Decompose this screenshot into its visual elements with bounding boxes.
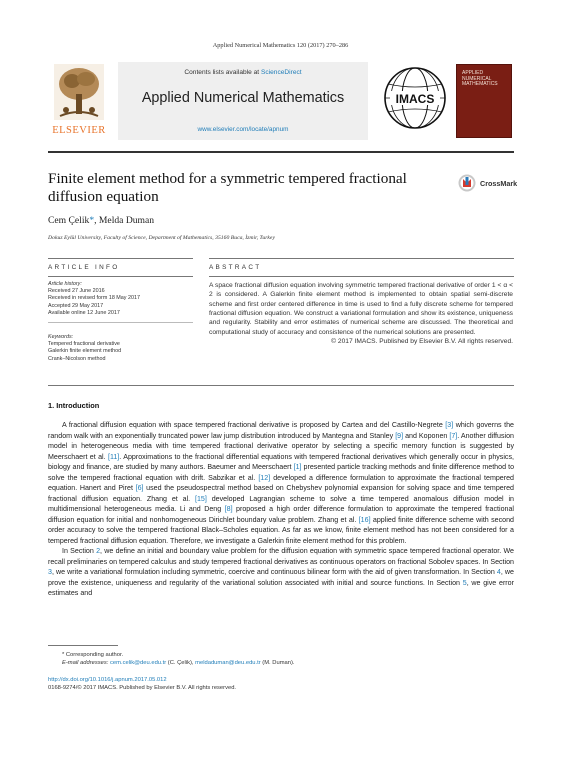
citation-link[interactable]: [12] [258,473,271,482]
author-list [48,215,154,226]
history-received: Received 27 June 2016 [48,288,105,295]
abstract-paragraph: A space fractional diffusion equation involving symmetric tempered fractional derivative of order 1 < α < 2 is considered. A Galerkin finite element method is implemented to obtain spatial semi-discrete scheme and first order centered difference in time is used to find a fully discrete scheme for tempered fractional diffusion equation. We construct a variational formulation and show its existence, uniqueness and regularity. Stability and error estimates of numerical scheme are discussed. The theoretical and computational study of accuracy and consistence of the numerical solutions are presented. [209,282,513,336]
elsevier-tree-icon [54,64,104,120]
section-link[interactable]: 5 [462,578,467,587]
footnote-divider [48,645,118,646]
keywords-label: Keywords: [48,334,74,340]
history-online: Available online 12 June 2017 [48,309,120,316]
author-name: Melda Duman [98,215,155,226]
email-link[interactable]: meldaduman@deu.edu.tr [195,660,261,666]
article-title-line2: diffusion equation [48,188,159,205]
history-label: Article history: [48,281,82,287]
imacs-logo-text: IMACS [395,92,435,106]
elsevier-logo[interactable] [48,64,110,136]
front-matter-divider [48,385,514,386]
article-title [48,170,448,206]
introduction-heading: 1. Introduction [48,401,100,410]
imacs-logo [382,64,448,136]
article-info-heading: ARTICLE INFO [48,264,120,271]
footnotes [48,651,514,692]
corresponding-author-mark[interactable]: * [89,215,95,226]
journal-banner [118,62,368,140]
citation-link[interactable]: [16] [358,515,371,524]
journal-url-link[interactable]: www.elsevier.com/locate/apnum [197,126,289,133]
crossmark-badge[interactable] [458,174,518,194]
corresponding-author-note: * Corresponding author. [62,652,124,658]
sciencedirect-link[interactable]: ScienceDirect [260,69,302,76]
citation-link[interactable]: [11] [107,452,120,461]
journal-cover-thumbnail[interactable] [456,64,512,138]
citation-link[interactable]: [6] [135,484,144,492]
history-accepted: Accepted 29 May 2017 [48,302,104,309]
keywords [48,334,188,363]
doi-link[interactable]: http://dx.doi.org/10.1016/j.apnum.2017.05.012 [48,677,167,683]
section-link[interactable]: 3 [48,568,52,576]
citation-link[interactable]: [1] [293,463,302,471]
citation-link[interactable]: [9] [395,431,404,440]
contents-prefix: Contents lists available at [184,69,261,76]
citation-link[interactable]: [15] [195,494,207,503]
cover-title: APPLIED NUMERICAL MATHEMATICS [462,70,498,87]
history-revised: Received in revised form 18 May 2017 [48,295,140,302]
contents-line [118,69,368,76]
author-separator: , [94,215,99,226]
article-title-line1: Finite element method for a symmetric tempered fractional [48,170,407,187]
header-divider [48,151,514,153]
keywords-divider [48,322,193,323]
article-history [48,281,188,317]
paragraph: In Section 2, we define an initial and boundary value problem for the diffusion equation with symmetric space tempered fractional operator. We recall preliminaries on tempered calculus and study tempered fractional derivatives as continuous operators on fractional Sobolev spaces. In Section 3, we write a variational formulation including symmetric, coercive and continuous bilinear form with the aid of given transformation. In Section 4, we prove the existence, uniqueness and regularity of the variational solution associated with initial and source functions. In Section 5, we give error estimates and [48,547,514,597]
crossmark-label: CrossMark [480,179,518,188]
abstract-divider [209,258,514,259]
citation-link[interactable]: [8] [224,505,233,513]
abstract-heading: ABSTRACT [209,264,262,271]
section-link[interactable]: 4 [496,568,501,576]
journal-reference: Applied Numerical Mathematics 120 (2017) 270–286 [212,42,349,49]
journal-header [48,62,514,146]
keyword: Crank–Nicolson method [48,355,106,362]
citation-link[interactable]: [3] [445,421,454,429]
abstract-underline [209,276,514,277]
email-link[interactable]: cem.celik@deu.edu.tr [110,660,167,666]
keyword: Galerkin finite element method [48,348,122,355]
elsevier-wordmark: ELSEVIER [52,125,106,136]
article-info-underline [48,276,193,277]
abstract-body [209,281,513,346]
affiliation: Dokuz Eylül University, Faculty of Science, Department of Mathematics, 35160 Buca, İzmir, Turkey [48,235,275,241]
keyword: Tempered fractional derivative [48,341,120,348]
article-info-divider [48,258,193,259]
crossmark-icon [458,174,476,192]
journal-title: Applied Numerical Mathematics [141,90,345,106]
email-note: E-mail addresses: cem.celik@deu.edu.tr (C. Çelik), meldaduman@deu.edu.tr (M. Duman). [62,660,295,666]
issn-line: 0168-9274/© 2017 IMACS. Published by Elsevier B.V. All rights reserved. [48,685,237,691]
citation-link[interactable]: [7] [449,431,458,440]
abstract-copyright: © 2017 IMACS. Published by Elsevier B.V. All rights reserved. [331,338,513,346]
author-name: Cem Çelik [48,215,90,226]
section-link[interactable]: 2 [96,547,101,555]
paragraph: A fractional diffusion equation with space tempered fractional derivative is proposed by Cartea and del Castillo-Negrete [3] which governs the random walk with an exponentially truncated power law jump distribution introduced by Mantegna and Stanley [9] and Koponen [7]. Another diffusion model in heterogeneous media with time tempered fractional derivative operator by selecting a specific memory function is suggested by Meerschaert et al. [11]. Approximations to the fractional differential equations with tempered fractional derivatives which generally occur in physics, biology and finance, are studied by many authors. Baeumer and Meerschaert [1] presented particle tracking methods and finite difference method to solve the tempered fractional equation with drift. Sabzikar et al. [12] developed a difference formulation to approximate the fractional tempered equation. Hanert and Piret [6] used the pseudospectral method based on Chebyshev polynomial expansion for solving space and time tempered fractional diffusion equation. Zhang et al. [15] developed Lagrangian scheme to solve a time tempered anomalous diffusion model in multidimensional heterogeneous media. Li and Deng [8] proposed a high order difference formulation to approximate the tempered fractional diffusion equation for initial and nonhomogeneous Dirichlet boundary value problem. Zhang et al. [16] applied finite difference scheme with second order accuracy to solve the tempered fractional Black–Scholes equation. As far as we know, finite element method has not been considered for a tempered fractional diffusion equation. Therefore, we investigate a Galerkin finite element method for this problem. [48,421,515,545]
introduction-body [48,420,514,599]
